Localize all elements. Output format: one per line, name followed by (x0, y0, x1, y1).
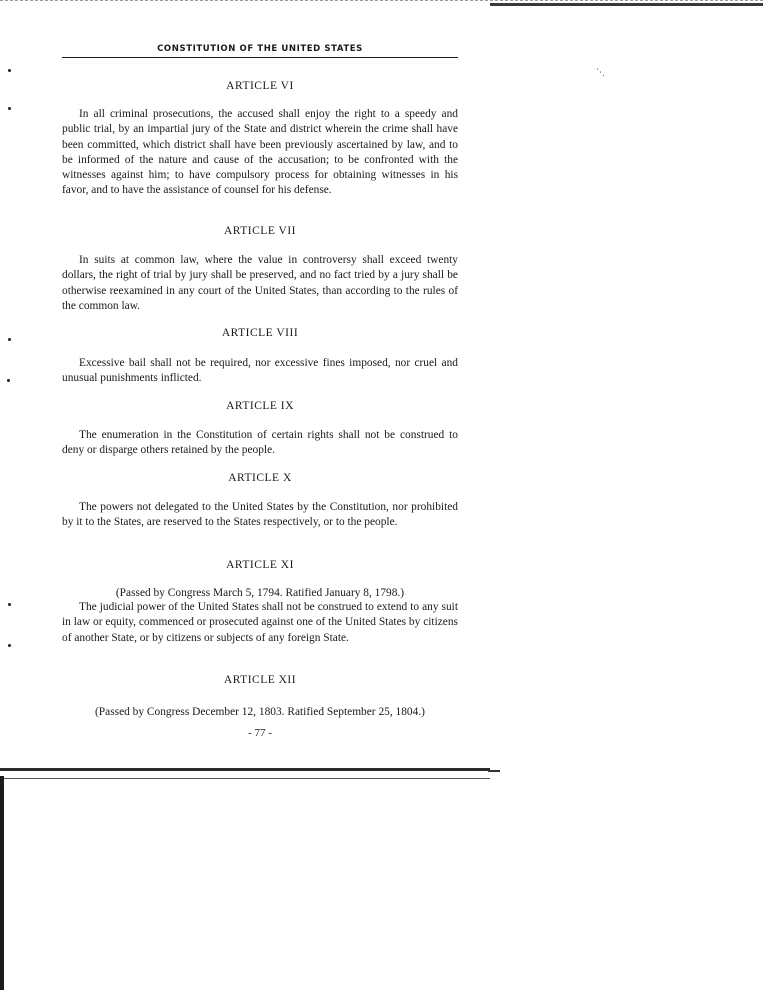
header-rule (62, 57, 458, 58)
running-head: CONSTITUTION OF THE UNITED STATES (157, 44, 363, 54)
article-heading: ARTICLE XI (226, 559, 294, 571)
passage-note: (Passed by Congress March 5, 1794. Ratified January 8, 1798.) (115, 587, 405, 599)
margin-dot (8, 107, 11, 110)
article-text: The judicial power of the United States shall not be construed to extend to any suit in law or equity, commenced or prosecuted against one of the United States by citizens of another State, or by citizens or subjects of any foreign State. (62, 601, 458, 644)
article-heading: ARTICLE VII (224, 225, 296, 237)
margin-dot (7, 379, 10, 382)
article-heading: ARTICLE VI (226, 80, 294, 92)
page-number: - 77 - (248, 727, 272, 739)
article-heading: ARTICLE IX (226, 400, 294, 412)
scan-speck: ⋱ (596, 68, 605, 78)
article-heading: ARTICLE X (228, 472, 292, 484)
scan-top-bar (490, 3, 763, 6)
article-text: In all criminal prosecutions, the accused shall enjoy the right to a speedy and public trial, by an impartial jury of the State and district wherein the crime shall have been committed, which district shall have been previously ascertained by law, and to be informed of the nature and cause of the accusation; to be confronted with the witnesses against him; to have compulsory process for obtaining witnesses in his favor, and to have the assistance of counsel for his defense. (62, 108, 458, 197)
left-scan-edge (0, 776, 4, 990)
article-text: The powers not delegated to the United States by the Constitution, nor prohibited by it to the States, are reserved to the States respectively, or to the people. (62, 501, 458, 529)
article-text: The enumeration in the Constitution of certain rights shall not be construed to deny or disparge others retained by the people. (62, 429, 458, 457)
margin-dot (8, 644, 11, 647)
margin-dot (8, 338, 11, 341)
passage-note: (Passed by Congress December 12, 1803. Ratified September 25, 1804.) (95, 706, 425, 718)
article-heading: ARTICLE VIII (221, 327, 299, 339)
article-heading: ARTICLE XII (223, 674, 297, 686)
margin-dot (8, 69, 11, 72)
bottom-scan-rule (0, 768, 490, 779)
bottom-scan-rule-tail (488, 770, 500, 772)
article-text: In suits at common law, where the value in controversy shall exceed twenty dollars, the right of trial by jury shall be preserved, and no fact tried by a jury shall be otherwise reexamined in any court of the United States, than according to the rules of the common law. (62, 254, 458, 312)
margin-dot (8, 603, 11, 606)
article-text: Excessive bail shall not be required, nor excessive fines imposed, nor cruel and unusual punishments inflicted. (62, 357, 458, 385)
